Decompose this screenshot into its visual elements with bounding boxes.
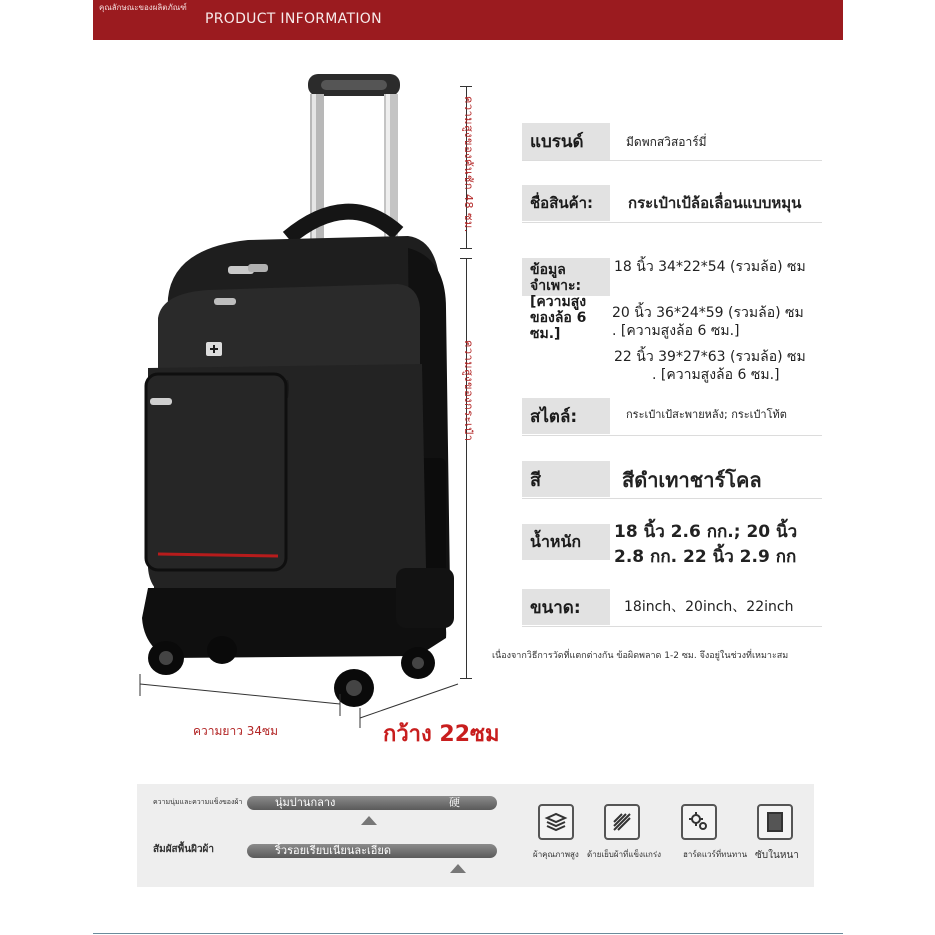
spec-row-weight (522, 518, 822, 574)
style-value: กระเป๋าเป้สะพายหลัง; กระเป๋าโท้ต (626, 408, 787, 421)
softness-indicator (361, 816, 377, 825)
length-label: ความยาว 34ซม (193, 724, 279, 738)
body-height-line (466, 258, 467, 678)
spec-row-brand (522, 121, 822, 161)
brand-key: แบรนด์ (522, 123, 610, 160)
header-banner (93, 0, 843, 40)
info-line-2: 20 นิ้ว 36*24*59 (รวมล้อ) ซม (612, 305, 804, 321)
texture-bar-label: ริ้วรอยเรียบเนียนละเอียด (275, 844, 391, 857)
feature-label-3: ฮาร์ดแวร์ที่ทนทาน (683, 850, 748, 859)
length-dimension-line (140, 684, 340, 704)
wheel-rear-left (207, 636, 237, 664)
color-key: สี (522, 461, 610, 497)
size-key: ขนาด: (522, 589, 610, 625)
size-value: 18inch、20inch、22inch (624, 599, 794, 615)
texture-indicator (450, 864, 466, 873)
softness-bar (247, 796, 497, 810)
dim-tick (460, 86, 472, 87)
dim-tick (460, 248, 472, 249)
info-line-4: 22 นิ้ว 39*27*63 (รวมล้อ) ซม (614, 349, 806, 365)
feature-label-2: ด้ายเย็บผ้าที่แข็งแกร่ง (587, 850, 662, 859)
info-line-1: 18 นิ้ว 34*22*54 (รวมล้อ) ซม (614, 259, 806, 275)
bottom-divider (93, 933, 843, 934)
width-label: กว้าง 22ซม (383, 722, 500, 747)
color-value: สีดำเทาชาร์โคล (622, 468, 762, 492)
spec-row-name (522, 183, 822, 223)
body-height-label: ความสูงของกระเป๋า (462, 340, 475, 442)
red-accent-stripe (158, 554, 278, 556)
dim-tick (460, 258, 472, 259)
layers-icon (538, 804, 574, 840)
weight-line-1: 18 นิ้ว 2.6 กก.; 20 นิ้ว (614, 522, 798, 542)
name-key: ชื่อสินค้า: (522, 185, 610, 221)
spec-row-style (522, 396, 822, 436)
spec-row-size (522, 587, 822, 627)
feature-label-4: ซับในหนา (755, 850, 799, 861)
feature-label-1: ผ้าคุณภาพสูง (533, 850, 579, 859)
book-icon (757, 804, 793, 840)
texture-label: สัมผัสพื้นผิวผ้า (153, 844, 215, 855)
weight-line-2: 2.8 กก. 22 นิ้ว 2.9 กก (614, 547, 797, 567)
softness-bar-label: นุ่มปานกลาง (275, 796, 336, 809)
header-subtitle: คุณลักษณะของผลิตภัณฑ์ (99, 3, 187, 12)
info-line-3: . [ความสูงล้อ 6 ซม.] (612, 323, 740, 339)
gears-icon (681, 804, 717, 840)
header-title: PRODUCT INFORMATION (205, 11, 382, 27)
weight-key: น้ำหนัก (522, 524, 610, 560)
handle-height-label: ความสูงของคันชัก 48 ซม. (462, 96, 475, 233)
name-value: กระเป๋าเป้ล้อเลื่อนแบบหมุน (628, 194, 802, 212)
info-key: ข้อมูลจำเพาะ: [ความสูงของล้อ 6 ซม.] (522, 258, 610, 296)
suitcase-backpack-image (128, 68, 468, 718)
measurement-note: เนื่องจากวิธีการวัดที่แตกต่างกัน ข้อผิดพลาด 1-2 ซม. จึงอยู่ในช่วงที่เหมาะสม (492, 651, 789, 661)
spec-row-info (522, 252, 822, 382)
fabric-panel (137, 784, 814, 887)
style-key: สไตล์: (522, 398, 610, 434)
front-top-pocket (158, 284, 420, 372)
softness-bar-end: 硬 (449, 796, 460, 809)
spec-row-color (522, 459, 822, 499)
brand-value: มีดพกสวิสอาร์มี่ (626, 135, 707, 149)
dim-tick (460, 678, 472, 679)
softness-label: ความนุ่มและความแข็งของผ้า (153, 798, 243, 806)
width-dimension-line (360, 684, 458, 718)
info-line-5: . [ความสูงล้อ 6 ซม.] (652, 367, 780, 383)
fabric-icon (604, 804, 640, 840)
texture-bar (247, 844, 497, 858)
